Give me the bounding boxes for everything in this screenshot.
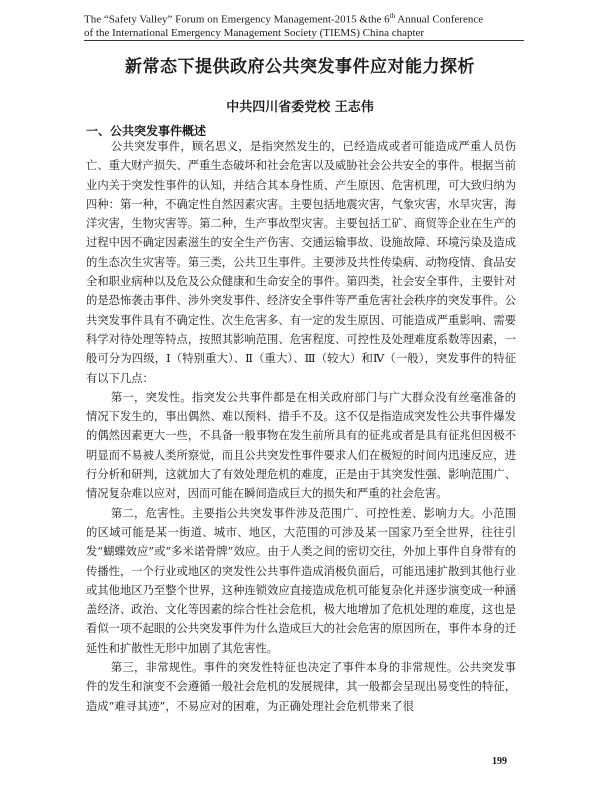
paper-title: 新常态下提供政府公共突发事件应对能力探析 <box>125 57 475 77</box>
header-superscript: th <box>389 12 396 20</box>
author-line: 中共四川省委党校 王志伟 <box>226 100 374 115</box>
section-heading: 一、公共突发事件概述 <box>86 124 207 138</box>
header-line-1-text: The “Safety Valley” Forum on Emergency Management-2015 &the 6 <box>84 13 390 26</box>
header-line-1-tail: Annual Conference <box>395 13 484 26</box>
paragraph: 第二，危害性。主要指公共突发事件涉及范围广、可控性差、影响力大。小范围的区域可能是某一街道、城市、地区，大范围的可涉及某一国家乃至全世界，往往引发“蝴蝶效应”或“多米诺骨牌”效应。由于人类之间的密切交往，外加上事件自身带有的传播性，一个行业或地区的突发性公共事件造成消极负面后，可能迅速扩散到其他行业或其他地区乃至整个世界，这种连锁效应直接造成危机可能复杂化并逐步演变成一种涵盖经济、政治、文化等因素的综合性社会危机，极大地增加了危机处理的难度，这也是看似一项不起眼的公共突发事件为什么造成巨大的社会危害的原因所在，事件本身的迁延性和扩散性无形中加剧了其危害性。 <box>86 506 516 655</box>
header-line-2: of the International Emergency Management Society (TIEMS) China chapter <box>84 26 425 39</box>
paragraph: 第一，突发性。指突发公共事件都是在相关政府部门与广大群众没有丝毫准备的情况下发生的，事出偶然、难以预料、措手不及。这不仅是指造成突发性公共事件爆发的偶然因素更大一些，不具备一般事物在发生前所具有的征兆或者是具有征兆但因极不明显而不易被人类所察觉，而且公共突发性事件要求人们在极短的时间内迅速反应，进行分析和研判，这就加大了有效处理危机的难度，正是由于其突发性强、影响范围广、情况复杂难以应对，因而可能在瞬间造成巨大的损失和严重的社会危害。 <box>86 390 516 501</box>
header-rule <box>84 40 524 41</box>
page-number: 199 <box>492 756 507 767</box>
running-header <box>84 10 524 40</box>
header-line-1 <box>84 10 524 27</box>
body-text <box>86 137 516 716</box>
paragraph: 第三，非常规性。事件的突发性特征也决定了事件本身的非常规性。公共突发事件的发生和演变不会遵循一般社会危机的发展规律，其一般都会呈现出易变性的特征，造成“难寻其迹”，不易应对的困难，为正确处理社会危机带来了很 <box>86 661 516 713</box>
paragraph: 公共突发事件，顾名思义，是指突然发生的，已经造成或者可能造成严重人员伤亡、重大财产损失、严重生态破坏和社会危害以及威胁社会公共安全的事件。根据当前业内关于突发性事件的认知，并结合其本身性质、产生原因、危害机理，可大致归纳为四种：第一种，不确定性自然因素灾害。主要包括地震灾害，气象灾害，水旱灾害，海洋灾害，生物灾害等。第二种，生产事故型灾害。主要包括工矿、商贸等企业在生产的过程中因不确定因素滋生的安全生产伤害、交通运输事故、设施故障、环境污染及造成的生态次生灾害等。第三类，公共卫生事件。主要涉及共性传染病、动物疫情、食品安全和职业病种以及危及公众健康和生命安全的事件。第四类，社会安全事件，主要针对的是恐怖袭击事件、涉外突发事件、经济安全事件等严重危害社会秩序的突发事件。公共突发事件具有不确定性、次生危害多、有一定的发生原因、可能造成严重影响、需要科学对待处理等特点，按照其影响范围、危害程度、可控性及处理难度系数等因素，一般可分为四级，Ⅰ（特别重大）、Ⅱ（重大）、Ⅲ（较大）和Ⅳ（一般），突发事件的特征有以下几点： <box>86 140 516 385</box>
